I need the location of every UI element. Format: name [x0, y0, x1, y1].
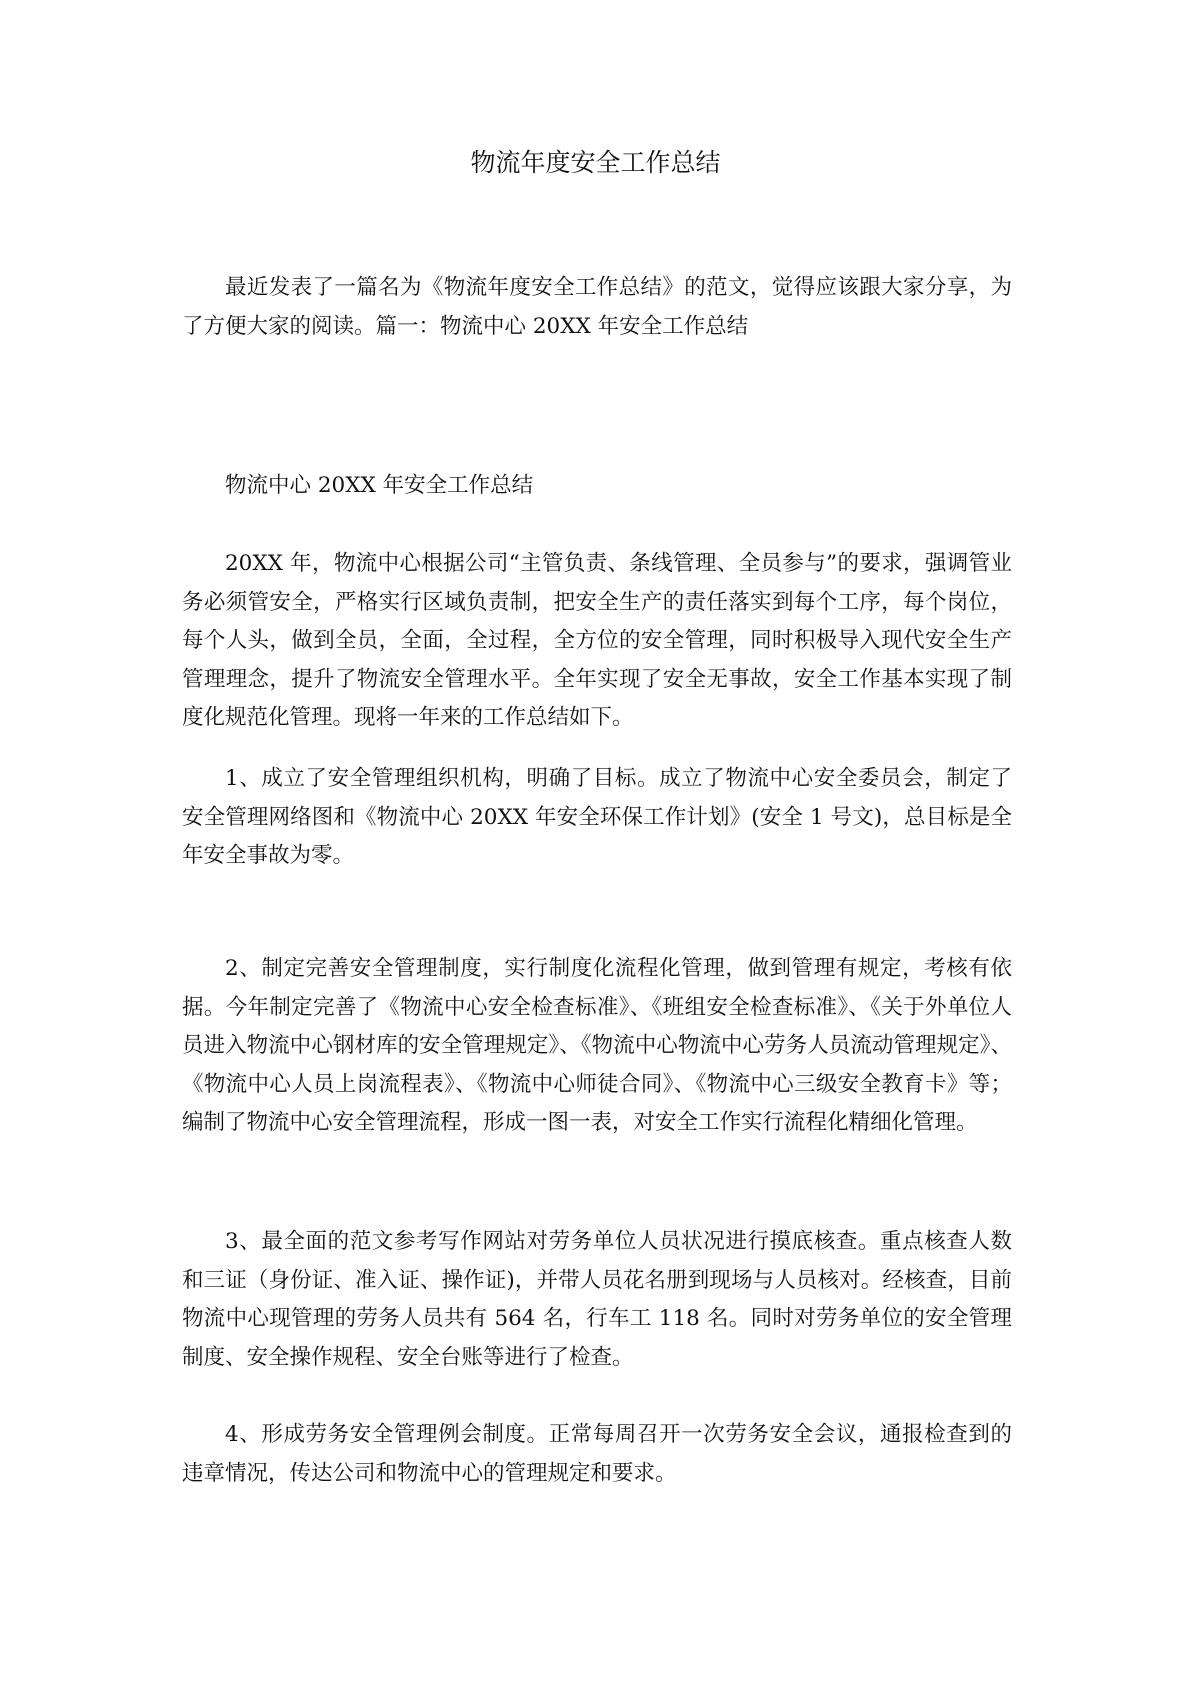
- intro-paragraph: 最近发表了一篇名为《物流年度安全工作总结》的范文，觉得应该跟大家分享，为了方便大家的阅读。篇一：物流中心 20XX 年安全工作总结: [182, 275, 1012, 339]
- item-2-paragraph: 2、制定完善安全管理制度，实行制度化流程化管理，做到管理有规定，考核有依据。今年制定完善了《物流中心安全检查标准》、《班组安全检查标准》、《关于外单位人员进入物流中心钢材库的安全管理规定》、《物流中心物流中心劳务人员流动管理规定》、《物流中心人员上岗流程表》、《物流中心师徒合同》、《物流中心三级安全教育卡》等；编制了物流中心安全管理流程，形成一图一表，对安全工作实行流程化精细化管理。: [182, 956, 1012, 1135]
- summary-paragraph: 20XX 年，物流中心根据公司“主管负责、条线管理、全员参与”的要求，强调管业务必须管安全，严格实行区域负责制，把安全生产的责任落实到每个工序，每个岗位，每个人头，做到全员，全面，全过程，全方位的安全管理，同时积极导入现代安全生产管理理念，提升了物流安全管理水平。全年实现了安全无事故，安全工作基本实现了制度化规范化管理。现将一年来的工作总结如下。: [182, 551, 1012, 730]
- item-4-paragraph: 4、形成劳务安全管理例会制度。正常每周召开一次劳务安全会议，通报检查到的违章情况，传达公司和物流中心的管理规定和要求。: [182, 1422, 1012, 1486]
- item-1-paragraph: 1、成立了安全管理组织机构，明确了目标。成立了物流中心安全委员会，制定了安全管理网络图和《物流中心 20XX 年安全环保工作计划》(安全 1 号文)，总目标是全年安全事故为零。: [182, 766, 1012, 868]
- section-subtitle: 物流中心 20XX 年安全工作总结: [225, 473, 534, 498]
- item-3-paragraph: 3、最全面的范文参考写作网站对劳务单位人员状况进行摸底核查。重点核查人数和三证（身份证、准入证、操作证)，并带人员花名册到现场与人员核对。经核查，目前物流中心现管理的劳务人员共有 564 名，行车工 118 名。同时对劳务单位的安全管理制度、安全操作规程、安全台账等进行了检查。: [182, 1229, 1012, 1370]
- document-title: 物流年度安全工作总结: [470, 148, 721, 177]
